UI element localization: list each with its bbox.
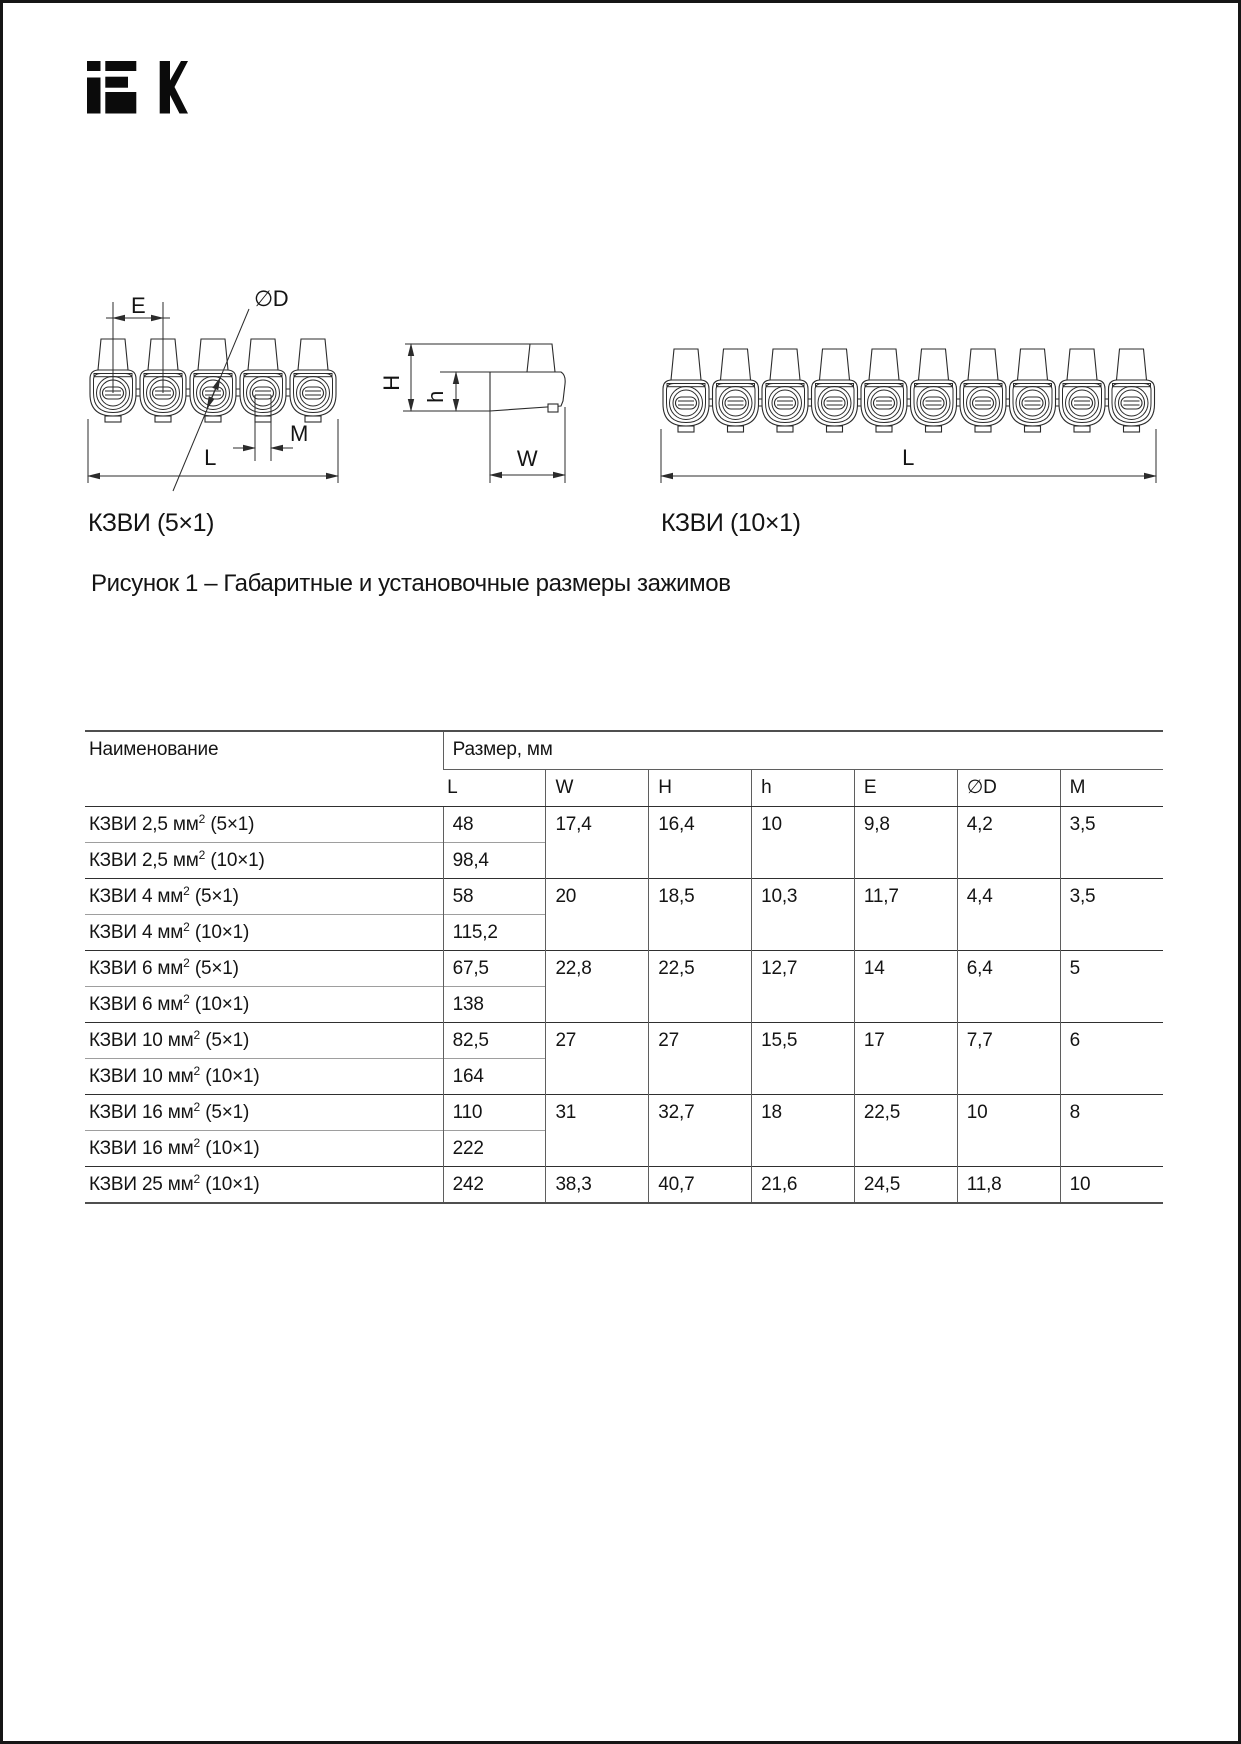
column-header-E: E [854,770,957,807]
value-D: 6,4 [957,951,1060,1023]
row-name: КЗВИ 10 $мм^2$ (5×1) [85,1023,443,1059]
strip-10x1-caption: КЗВИ (10×1) [661,509,801,537]
value-M: 5 [1060,951,1163,1023]
table-row [85,1095,1163,1131]
column-header-L: L [443,770,546,807]
value-M: 3,5 [1060,807,1163,879]
value-E: 11,7 [854,879,957,951]
column-header-W: W [546,770,649,807]
value-D: 11,8 [957,1167,1060,1203]
dim-label-M: M [290,421,308,446]
dim-label-E: E [131,293,146,318]
row-name: КЗВИ 6 $мм^2$ (5×1) [85,951,443,987]
table-row [85,879,1163,915]
value-W: 31 [546,1095,649,1167]
value-W: 27 [546,1023,649,1095]
value-W: 17,4 [546,807,649,879]
row-name: КЗВИ 2,5 $мм^2$ (5×1) [85,807,443,843]
figure-caption: Рисунок 1 – Габаритные и установочные размеры зажимов [91,570,731,597]
value-H: 32,7 [649,1095,752,1167]
value-D: 10 [957,1095,1060,1167]
value-L: 115,2 [443,915,546,951]
dimensions-table-body [85,807,1163,1203]
strip-10x1-dimensions [661,429,1156,483]
strip-5x1-drawing [90,339,336,422]
row-name: КЗВИ 16 $мм^2$ (10×1) [85,1131,443,1167]
column-header-h: h [752,770,855,807]
value-M: 8 [1060,1095,1163,1167]
value-H: 22,5 [649,951,752,1023]
dim-label-D: ∅D [254,286,289,311]
dimensions-table [85,730,1163,1204]
value-E: 22,5 [854,1095,957,1167]
dim-label-W: W [516,446,538,471]
row-name: КЗВИ 4 $мм^2$ (10×1) [85,915,443,951]
row-name: КЗВИ 4 $мм^2$ (5×1) [85,879,443,915]
strip-5x1-caption: КЗВИ (5×1) [88,509,215,537]
value-M: 6 [1060,1023,1163,1095]
table-row [85,951,1163,987]
side-view-drawing [379,344,565,483]
value-L: 48 [443,807,546,843]
value-h: 18 [752,1095,855,1167]
value-H: 40,7 [649,1167,752,1203]
row-name: КЗВИ 10 $мм^2$ (10×1) [85,1059,443,1095]
column-header-M: M [1060,770,1163,807]
value-W: 20 [546,879,649,951]
value-L: 110 [443,1095,546,1131]
table-row [85,1023,1163,1059]
dim-label-h: h [423,391,448,403]
value-L: 98,4 [443,843,546,879]
value-L: 164 [443,1059,546,1095]
table-row [85,1167,1163,1203]
value-h: 21,6 [752,1167,855,1203]
row-name: КЗВИ 2,5 $мм^2$ (10×1) [85,843,443,879]
column-header-D: ∅D [957,770,1060,807]
value-L: 242 [443,1167,546,1203]
value-H: 16,4 [649,807,752,879]
value-M: 10 [1060,1167,1163,1203]
row-name: КЗВИ 16 $мм^2$ (5×1) [85,1095,443,1131]
value-D: 4,2 [957,807,1060,879]
value-E: 9,8 [854,807,957,879]
strip-10x1-drawing [663,349,1155,432]
value-E: 24,5 [854,1167,957,1203]
column-header-size: Размер, мм [443,731,1163,770]
value-h: 10,3 [752,879,855,951]
value-E: 17 [854,1023,957,1095]
value-L: 67,5 [443,951,546,987]
value-D: 7,7 [957,1023,1060,1095]
value-W: 22,8 [546,951,649,1023]
value-h: 10 [752,807,855,879]
value-H: 18,5 [649,879,752,951]
row-name: КЗВИ 6 $мм^2$ (10×1) [85,987,443,1023]
value-L: 222 [443,1131,546,1167]
value-H: 27 [649,1023,752,1095]
value-h: 12,7 [752,951,855,1023]
value-L: 82,5 [443,1023,546,1059]
value-M: 3,5 [1060,879,1163,951]
column-header-H: H [649,770,752,807]
dim-label-H: H [379,375,404,391]
value-h: 15,5 [752,1023,855,1095]
value-L: 138 [443,987,546,1023]
value-L: 58 [443,879,546,915]
dim-label-L-left: L [204,445,216,470]
row-name: КЗВИ 25 $мм^2$ (10×1) [85,1167,443,1203]
value-E: 14 [854,951,957,1023]
dim-label-L-right: L [902,445,914,470]
column-header-name: Наименование [85,731,443,807]
table-row [85,807,1163,843]
value-D: 4,4 [957,879,1060,951]
value-W: 38,3 [546,1167,649,1203]
